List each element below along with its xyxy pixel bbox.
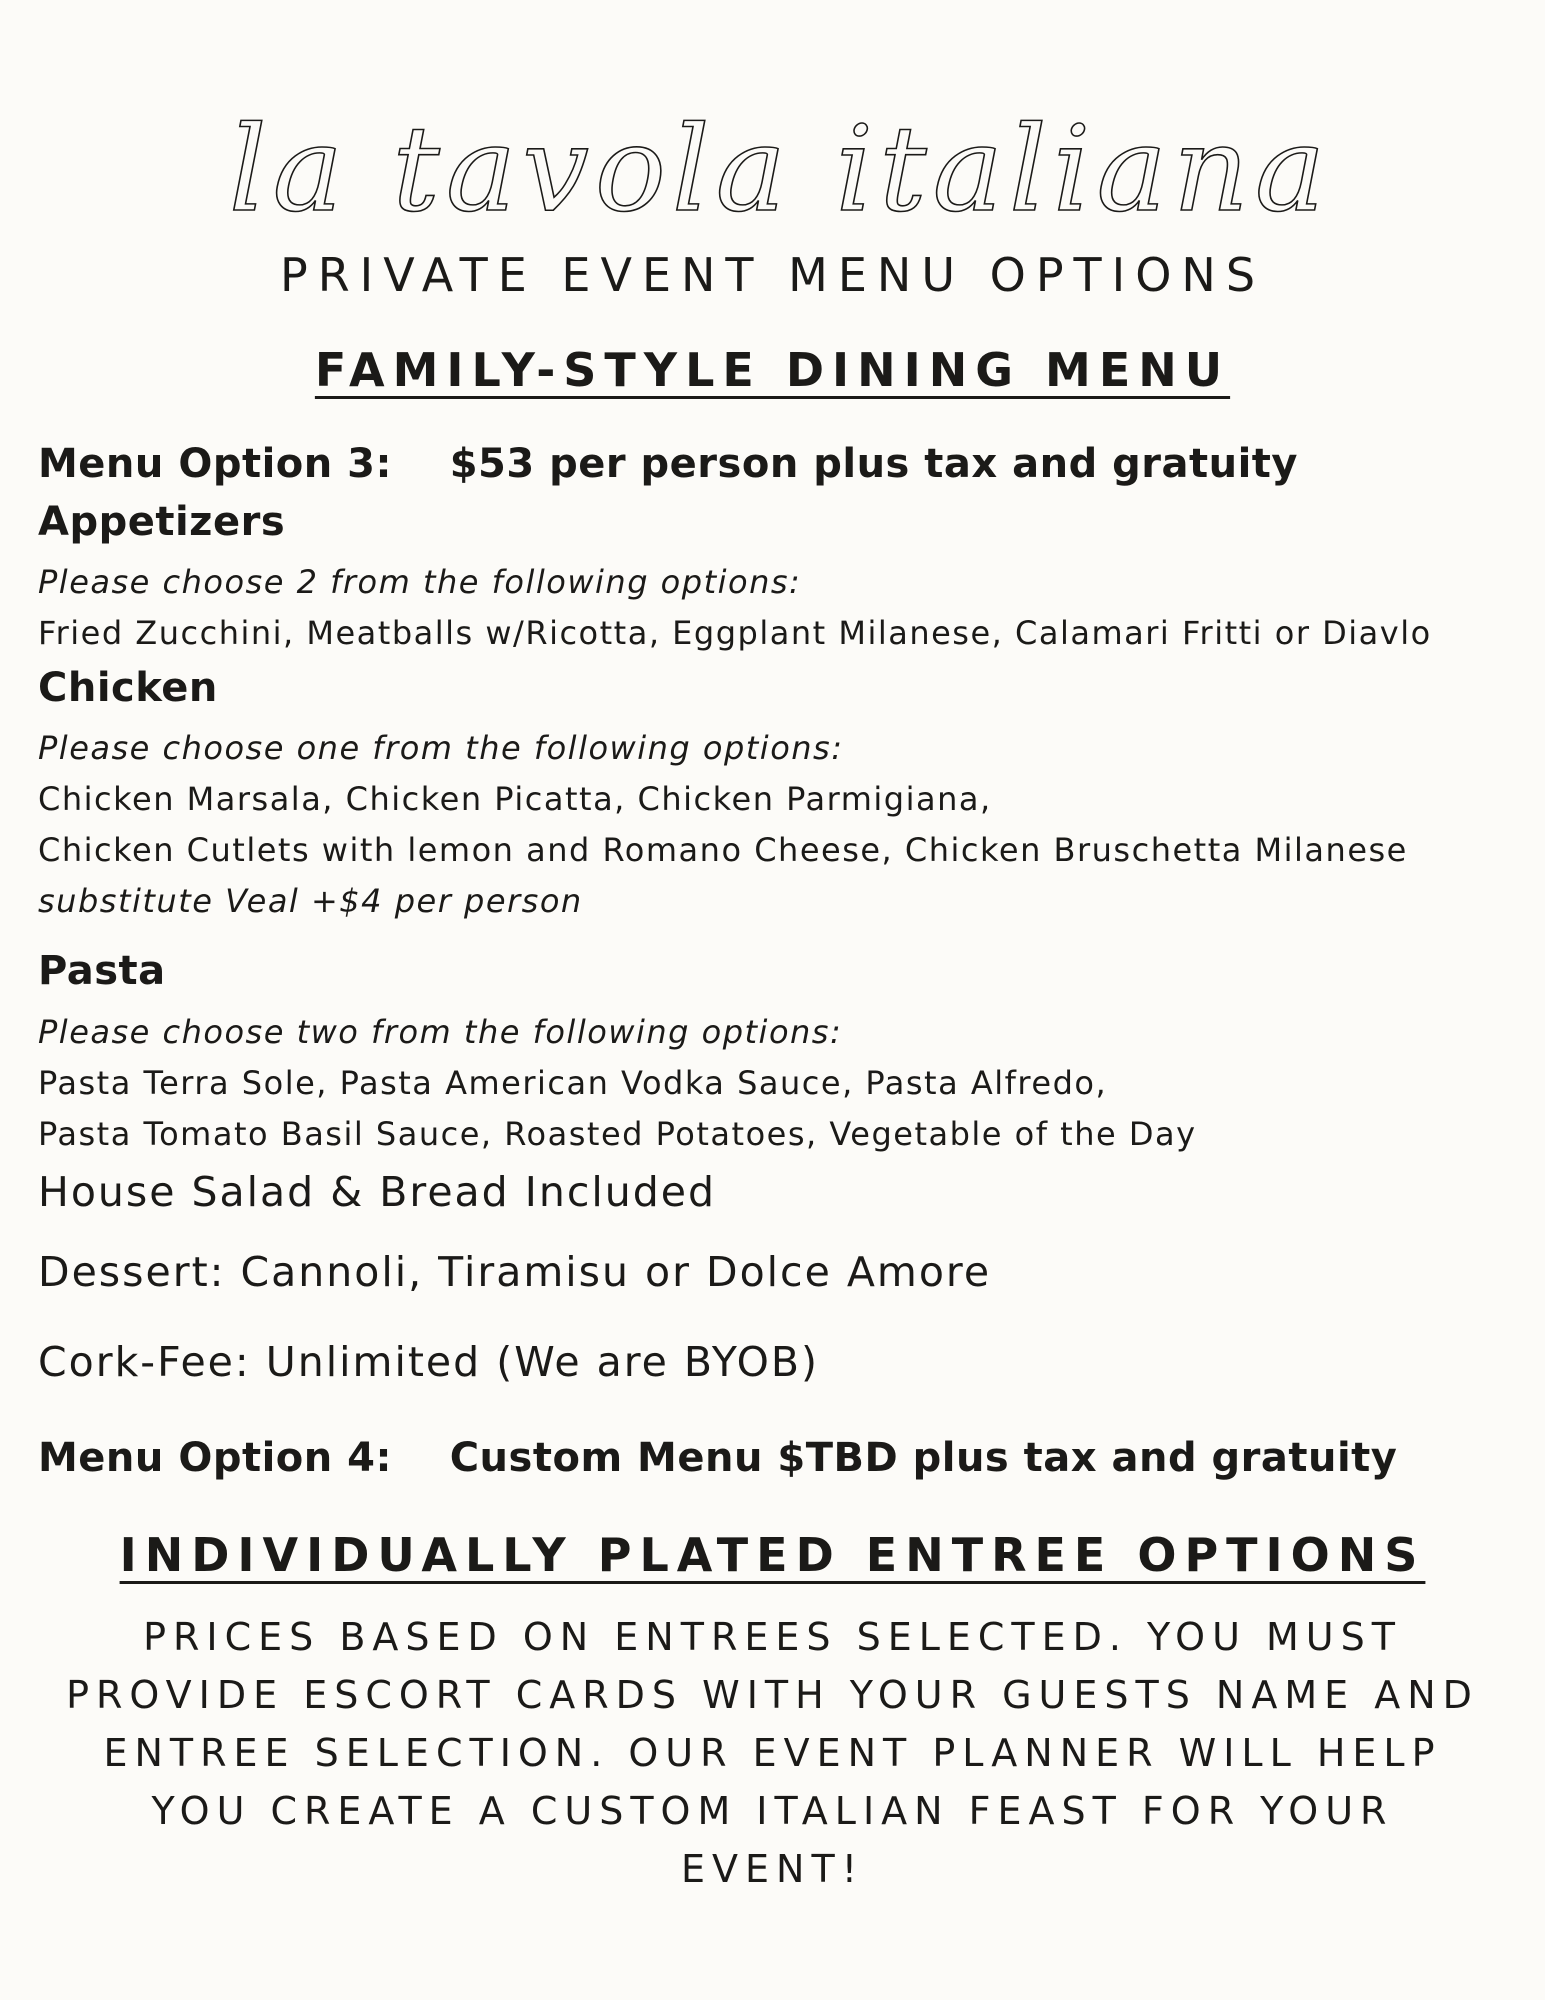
pasta-items-line-2: Pasta Tomato Basil Sauce, Roasted Potatoes, Vegetable of the Day bbox=[38, 1115, 1197, 1153]
chicken-heading: Chicken bbox=[38, 665, 218, 711]
plated-options-title bbox=[0, 1525, 1545, 1585]
logo-script-text: la tavola italiana bbox=[228, 100, 1332, 238]
cork-fee-note: Cork-Fee: Unlimited (We are BYOB) bbox=[38, 1338, 820, 1386]
dessert-options: Dessert: Cannoli, Tiramisu or Dolce Amore bbox=[38, 1248, 992, 1296]
menu-option-3-label: Menu Option 3: bbox=[38, 441, 392, 487]
menu-option-3-heading bbox=[38, 438, 1298, 490]
family-style-title bbox=[0, 340, 1545, 400]
logo-script bbox=[228, 80, 1332, 270]
menu-option-3-price: $53 per person plus tax and gratuity bbox=[449, 441, 1298, 487]
menu-option-4-label: Menu Option 4: bbox=[38, 1435, 392, 1481]
plated-options-description: PRICES BASED ON ENTREES SELECTED. YOU MUST PROVIDE ESCORT CARDS WITH YOUR GUESTS NAME AND ENTREE SELECTION. OUR EVENT PLANNER WILL HELP YOU CREATE A CUSTOM ITALIAN FEAST FOR YOUR EVENT! bbox=[66, 1615, 1479, 1891]
veal-substitute-note: substitute Veal +$4 per person bbox=[38, 882, 583, 920]
appetizers-items: Fried Zucchini, Meatballs w/Ricotta, Eggplant Milanese, Calamari Fritti or Diavlo bbox=[38, 614, 1432, 652]
plated-options-title-text: INDIVIDUALLY PLATED ENTREE OPTIONS bbox=[119, 1528, 1426, 1582]
chicken-items-line-2: Chicken Cutlets with lemon and Romano Cheese, Chicken Bruschetta Milanese bbox=[38, 831, 1408, 869]
appetizers-heading: Appetizers bbox=[38, 499, 286, 545]
page-subtitle: PRIVATE EVENT MENU OPTIONS bbox=[279, 248, 1266, 302]
chicken-items-line-1: Chicken Marsala, Chicken Picatta, Chicken Parmigiana, bbox=[38, 780, 992, 818]
restaurant-logo bbox=[228, 80, 1332, 270]
salad-bread-note: House Salad & Bread Included bbox=[38, 1168, 717, 1216]
menu-option-4-heading bbox=[38, 1432, 1397, 1484]
family-style-title-text: FAMILY-STYLE DINING MENU bbox=[314, 343, 1231, 397]
chicken-instruction: Please choose one from the following options: bbox=[38, 729, 844, 767]
pasta-items-line-1: Pasta Terra Sole, Pasta American Vodka Sauce, Pasta Alfredo, bbox=[38, 1064, 1108, 1102]
pasta-heading: Pasta bbox=[38, 948, 166, 994]
pasta-instruction: Please choose two from the following options: bbox=[38, 1013, 843, 1051]
appetizers-instruction: Please choose 2 from the following options: bbox=[38, 563, 802, 601]
menu-option-4-price: Custom Menu $TBD plus tax and gratuity bbox=[449, 1435, 1398, 1481]
